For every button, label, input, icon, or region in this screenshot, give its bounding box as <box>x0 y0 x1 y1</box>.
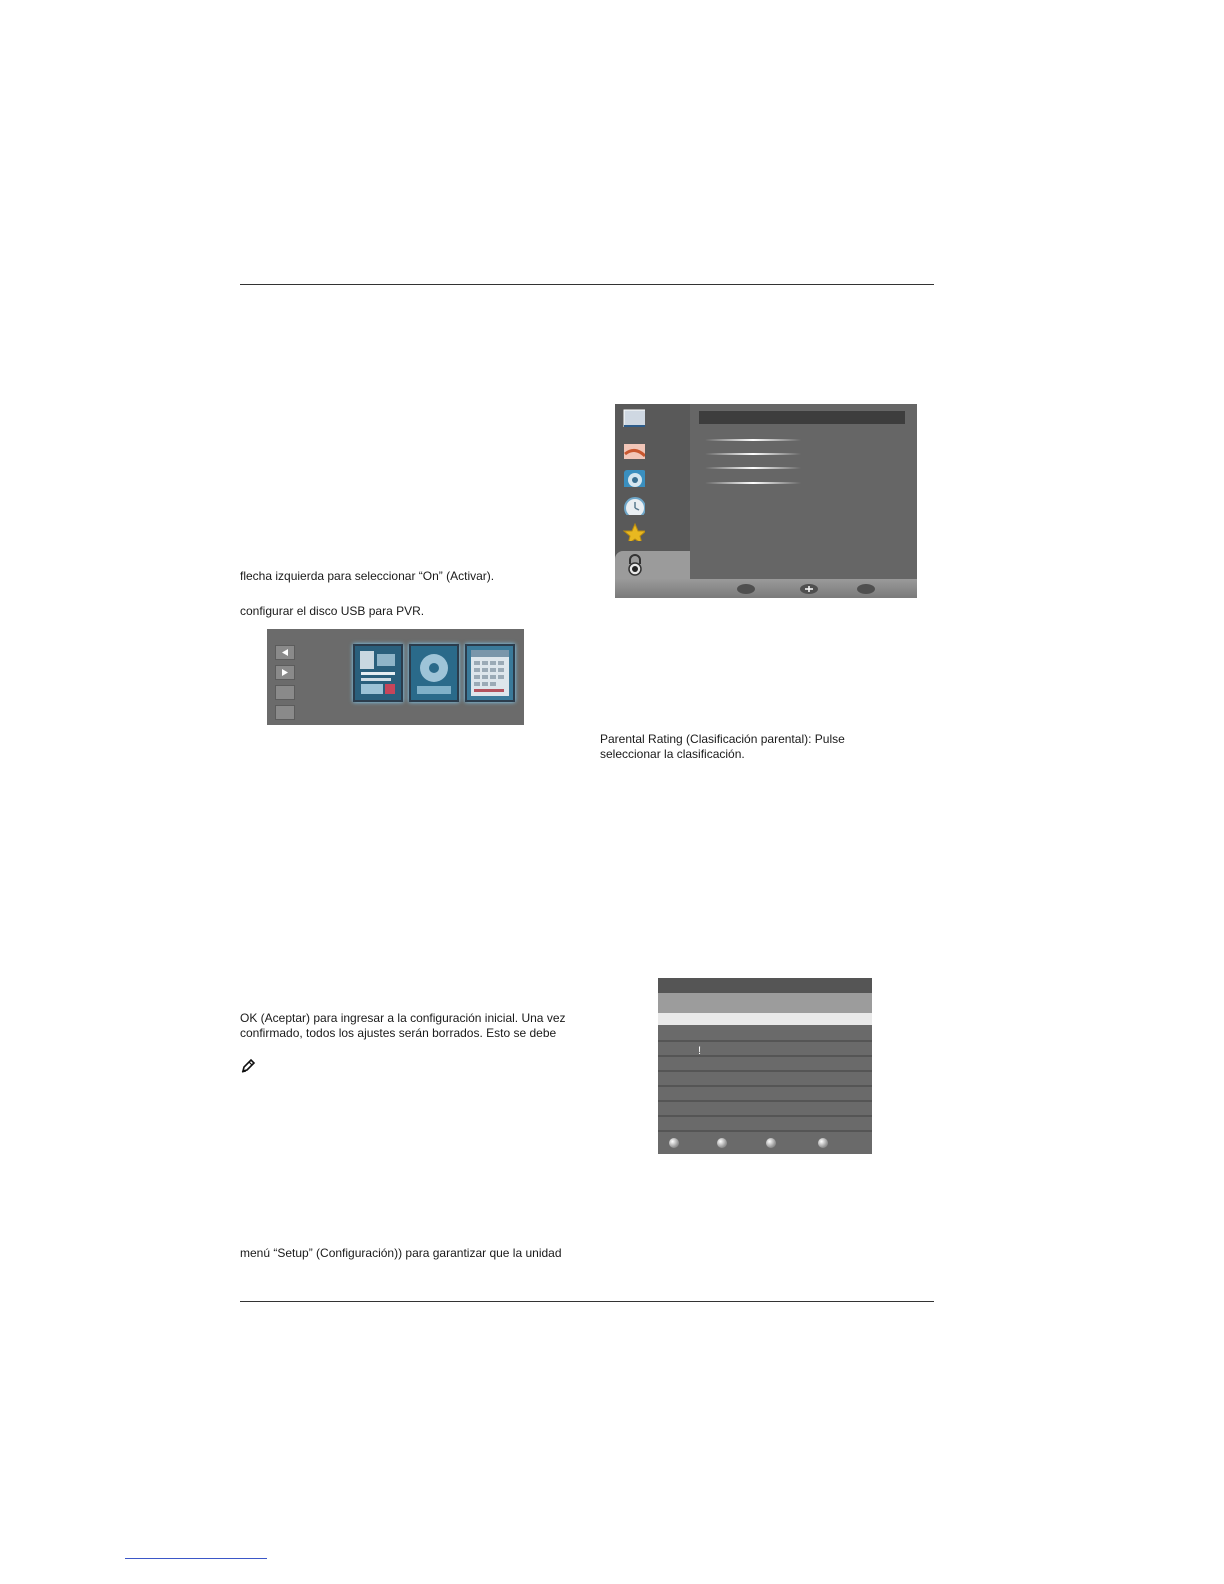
footer-link-underline[interactable] <box>125 1558 267 1559</box>
usb-step-thumbnail[interactable] <box>409 644 459 702</box>
usb-disk-setup-panel <box>267 629 524 725</box>
pencil-note-icon <box>240 1058 256 1074</box>
disk-setup-illustration-icon <box>355 646 401 700</box>
list-item[interactable] <box>658 1117 872 1132</box>
footer-color-button[interactable] <box>818 1138 828 1148</box>
arrow-right-icon <box>276 666 294 679</box>
list-subtitle-bar <box>658 993 872 1013</box>
list-item[interactable] <box>658 1087 872 1102</box>
footer-color-button[interactable] <box>669 1138 679 1148</box>
list-title-bar <box>658 978 872 993</box>
menu-item-line[interactable] <box>705 467 801 469</box>
usb-option-button[interactable] <box>275 705 295 720</box>
body-text-line: flecha izquierda para seleccionar “On” (Activar). <box>240 569 495 583</box>
audio-icon[interactable] <box>623 442 645 460</box>
footer-key-button[interactable] <box>737 584 755 594</box>
setup-list-panel <box>658 978 872 1154</box>
body-text-line: seleccionar la clasificación. <box>600 747 745 761</box>
lock-menu-panel <box>615 404 917 598</box>
menu-item-line[interactable] <box>705 482 801 484</box>
picture-icon[interactable] <box>623 409 645 427</box>
lock-icon[interactable] <box>623 554 645 576</box>
hard-disk-illustration-icon <box>411 646 457 700</box>
usb-step-thumbnail[interactable] <box>465 644 515 702</box>
footer-key-button[interactable] <box>857 584 875 594</box>
usb-prev-button[interactable] <box>275 645 295 660</box>
channel-icon[interactable] <box>623 469 645 487</box>
usb-step-thumbnail[interactable] <box>353 644 403 702</box>
top-rule <box>240 284 934 285</box>
list-item-mark: ! <box>698 1045 702 1057</box>
list-item[interactable] <box>658 1042 872 1057</box>
list-item[interactable] <box>658 1027 872 1042</box>
menu-footer-bar <box>615 579 917 598</box>
body-text-line: Parental Rating (Clasificación parental): Pulse <box>600 732 845 746</box>
footer-color-button[interactable] <box>766 1138 776 1148</box>
list-item[interactable] <box>658 1072 872 1087</box>
menu-item-line[interactable] <box>705 453 801 455</box>
body-text-line: OK (Aceptar) para ingresar a la configuración inicial. Una vez <box>240 1011 566 1025</box>
usb-next-button[interactable] <box>275 665 295 680</box>
body-text-line: confirmado, todos los ajustes serán borrados. Esto se debe <box>240 1026 557 1040</box>
calendar-illustration-icon <box>467 646 513 700</box>
menu-item-line[interactable] <box>705 439 801 441</box>
footer-color-button[interactable] <box>717 1138 727 1148</box>
menu-header-bar <box>699 411 905 424</box>
bottom-rule <box>240 1301 934 1302</box>
body-text-line: menú “Setup” (Configuración)) para garantizar que la unidad <box>240 1246 562 1260</box>
favorite-star-icon[interactable] <box>623 523 645 541</box>
arrow-left-icon <box>276 646 294 659</box>
list-item[interactable] <box>658 1102 872 1117</box>
body-text-line: configurar el disco USB para PVR. <box>240 604 425 618</box>
list-item[interactable] <box>658 1057 872 1072</box>
time-icon[interactable] <box>623 497 645 515</box>
list-item-selected[interactable] <box>658 1013 872 1025</box>
usb-option-button[interactable] <box>275 685 295 700</box>
navigate-cross-icon[interactable] <box>800 584 818 594</box>
